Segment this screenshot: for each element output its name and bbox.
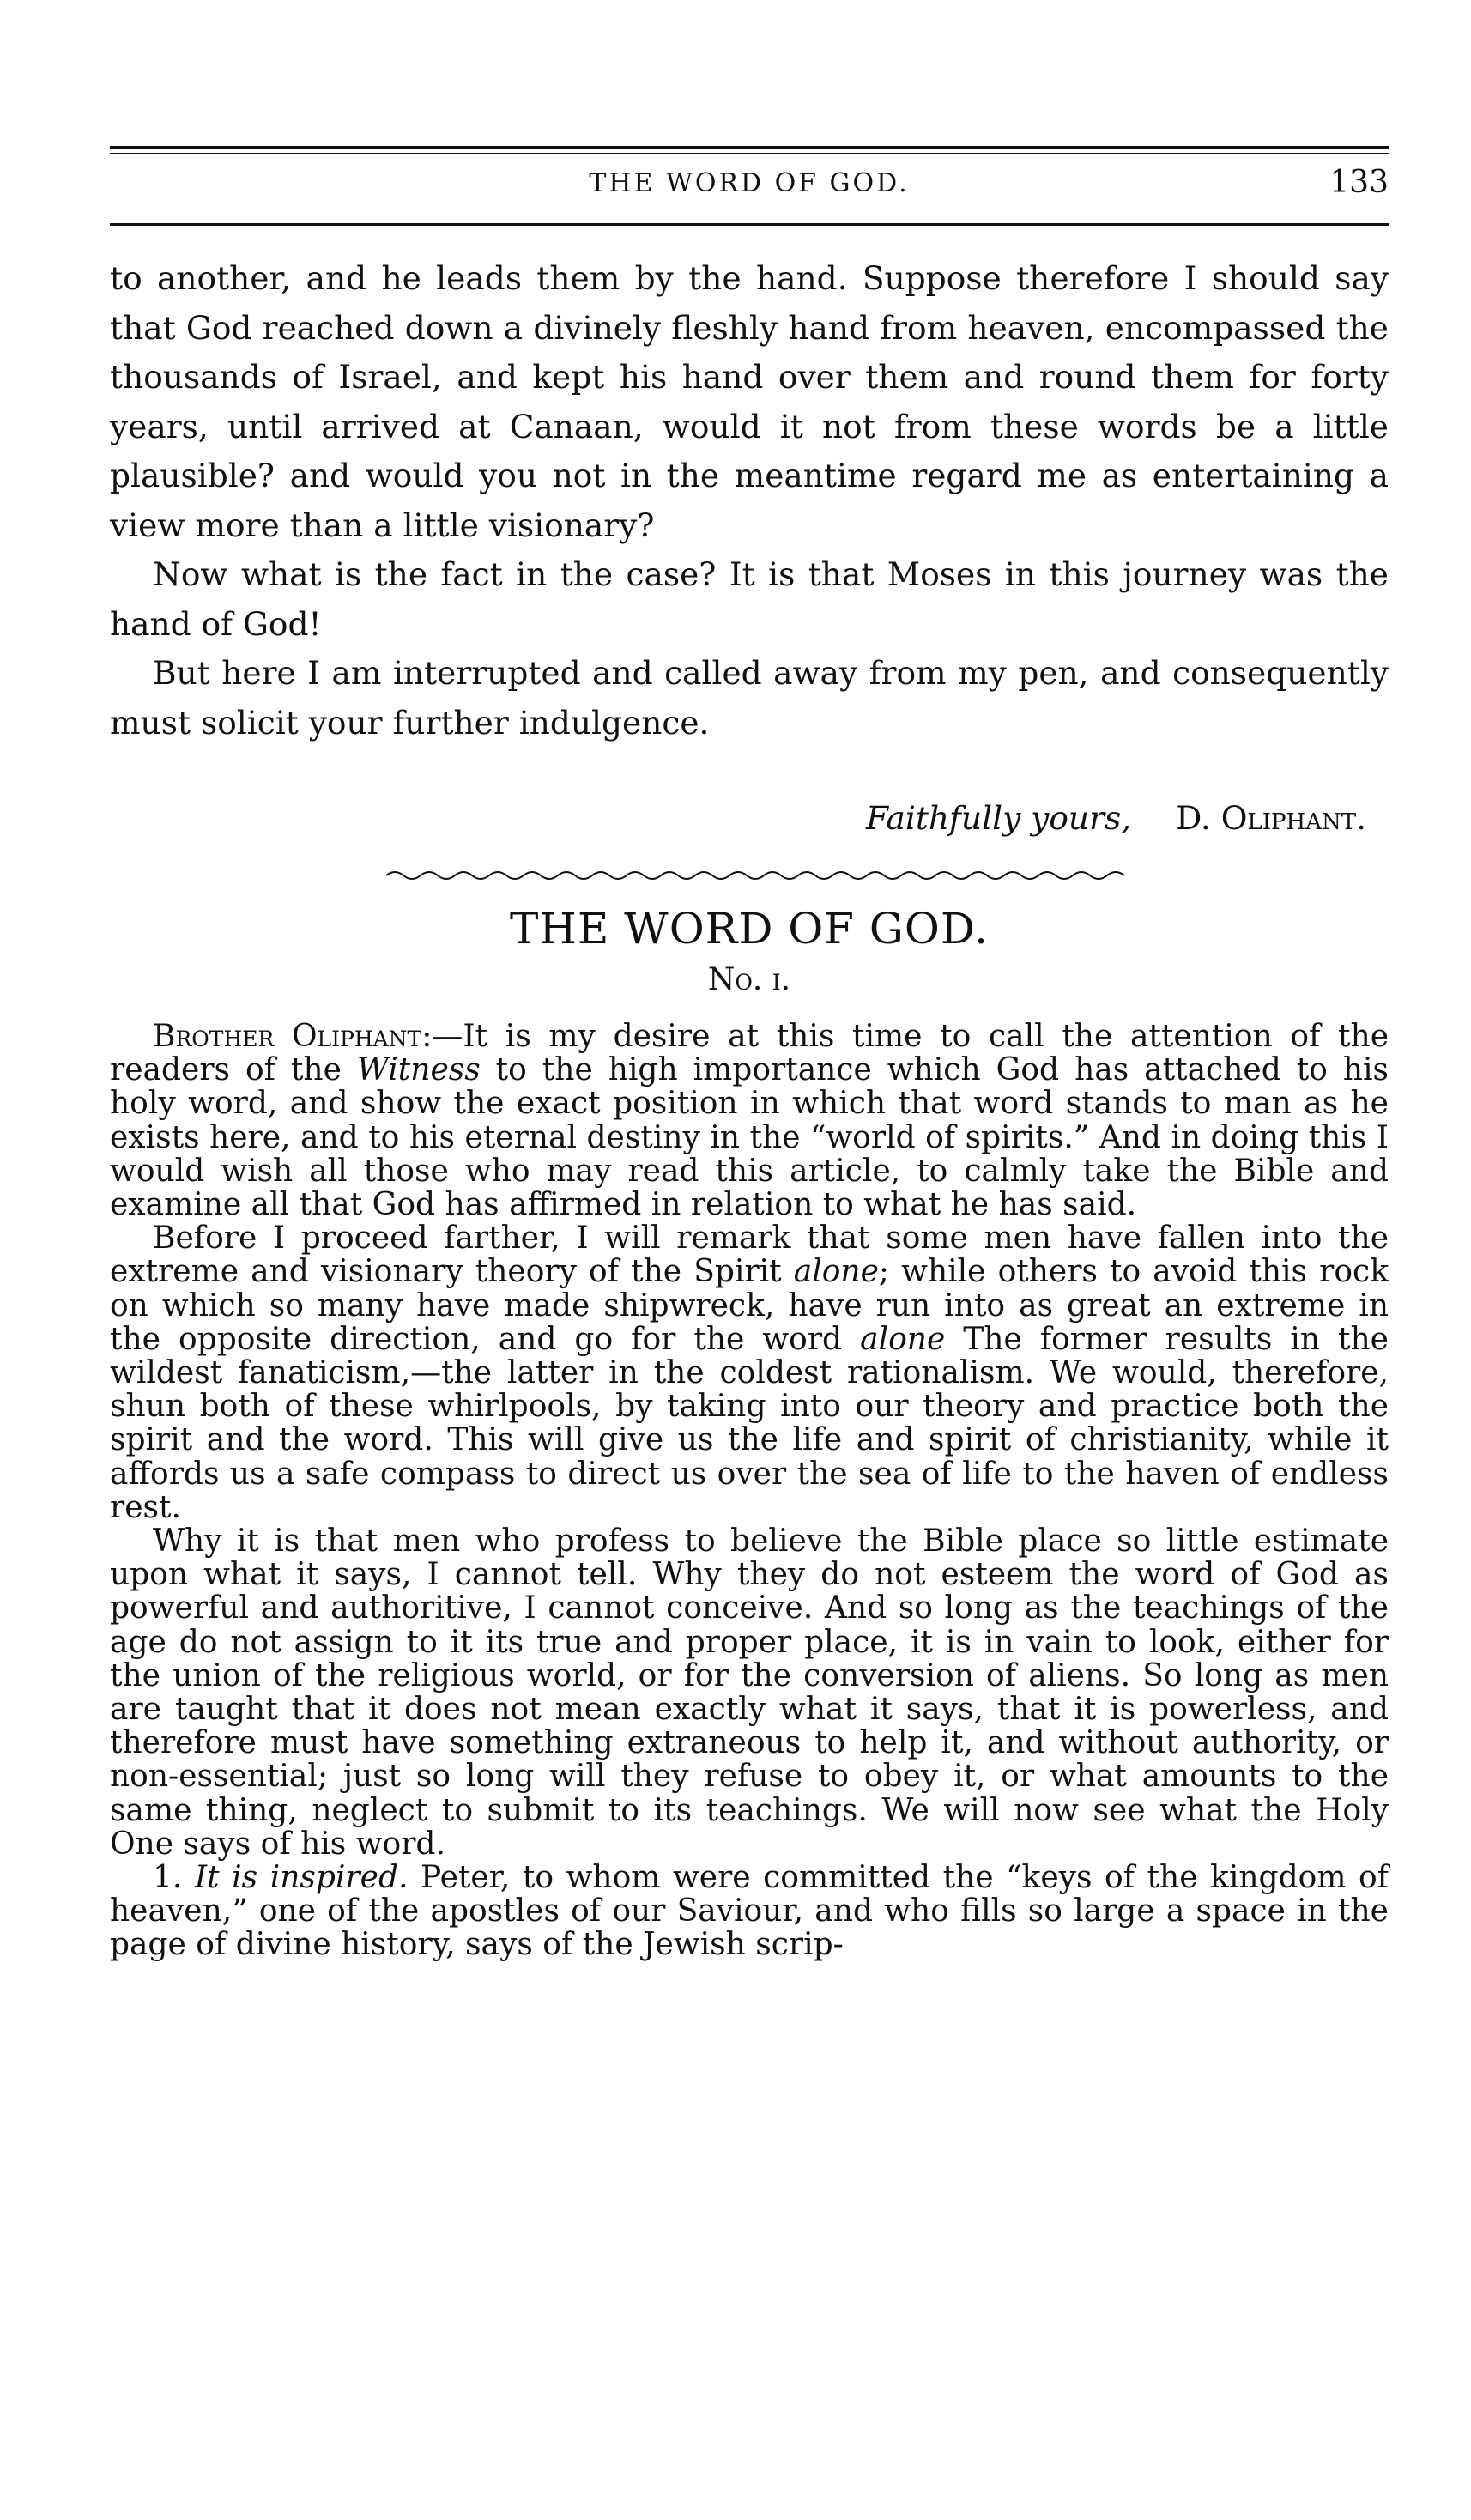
- section-number: 1.: [153, 1860, 183, 1896]
- article-title: THE WORD OF GOD.: [509, 904, 990, 954]
- top-rule-thin: [110, 153, 1389, 154]
- article-paragraph-2-text-a: Before I proceed farther, I will remark that some men have fallen into the extreme and visionary theory of the Spirit: [110, 1221, 1389, 1290]
- salutation: Brother Oliphant: [153, 1019, 422, 1054]
- article-paragraph-1-text-a: :—It is my desire at this time to call the attention of the readers of the: [110, 1019, 1389, 1088]
- alone-emphasis-2: alone: [860, 1321, 946, 1357]
- article-paragraph-2-text-c: The former results in the wildest fanaticism,—the latter in the coldest rationalism. We would, therefore, shun both of these whirlpools, by taking into our theory and practice both the spirit and the word. This will give us the life and spirit of christianity, while it affords us a safe compass to direct us over the sea of life to the haven of endless rest.: [110, 1321, 1389, 1525]
- witness-title: Witness: [356, 1052, 481, 1088]
- signature: D. Oliphant.: [1176, 799, 1366, 837]
- letter-paragraph-3: But here I am interrupted and called away from my pen, and consequently must solicit your further indulgence.: [110, 654, 1389, 742]
- article-paragraph-4-text: Peter, to whom were committed the “keys of the kingdom of heaven,” one of the apostles of our Saviour, and who fills so large a space in the page of divine history, says of the Jewish scrip-: [110, 1860, 1389, 1963]
- signoff-line: [866, 794, 1366, 844]
- article-paragraph-2-text-b: ; while others to avoid this rock on which so many have made shipwreck, have run into as great an extreme in the opposite direction, and go for the word: [110, 1254, 1389, 1357]
- header-rule: [110, 223, 1389, 226]
- article-paragraph-3: Why it is that men who profess to believe the Bible place so little estimate upon what it says, I cannot tell. Why they do not esteem the word of God as powerful and authoritive, I cannot conceive. And so long as the teachings of the age do not assign to it its true and proper place, it is in vain to look, either for the union of the religious world, or for the conversion of aliens. So long as men are taught that it does not mean exactly what it says, that it is powerless, and therefore must have something extraneous to help it, and without authority, or non-essential; just so long will they refuse to obey it, or what amounts to the same thing, neglect to submit to its teachings. We will now see what the Holy One says of his word.: [110, 1524, 1389, 1862]
- letter-paragraph-2: Now what is the fact in the case? It is that Moses in this journey was the hand of God!: [110, 555, 1389, 643]
- page-number: 133: [1329, 165, 1389, 200]
- running-head: [110, 165, 1389, 211]
- running-title: THE WORD OF GOD.: [589, 168, 910, 198]
- top-rule: [110, 146, 1389, 149]
- letter-body: [110, 254, 1389, 748]
- section-heading: It is inspired.: [194, 1860, 409, 1896]
- article-paragraph-2: [110, 1221, 1389, 1524]
- letter-paragraph-1: to another, and he leads them by the hand. Suppose therefore I should say that God reached down a divinely fleshly hand from heaven, encompassed the thousands of Israel, and kept his hand over them and round them for forty years, until arrived at Canaan, would it not from these words be a little plausible? and would you not in the meantime regard me as entertaining a view more than a little visionary?: [110, 259, 1389, 544]
- ornamental-divider: [386, 865, 1133, 886]
- article-body: [110, 1020, 1389, 1962]
- closing-text: Faithfully yours,: [866, 799, 1132, 837]
- article-paragraph-1-text-b: to the high importance which God has attached to his holy word, and show the exact position in which that word stands to man as he exists here, and to his eternal destiny in the “world of spirits.” And in doing this I would wish all those who may read this article, to calmly take the Bible and examine all that God has affirmed in relation to what he has said.: [110, 1052, 1389, 1223]
- article-number: No. i.: [707, 962, 791, 997]
- article-paragraph-4: [110, 1861, 1389, 1962]
- article-paragraph-1: [110, 1020, 1389, 1221]
- alone-emphasis-1: alone: [793, 1254, 879, 1290]
